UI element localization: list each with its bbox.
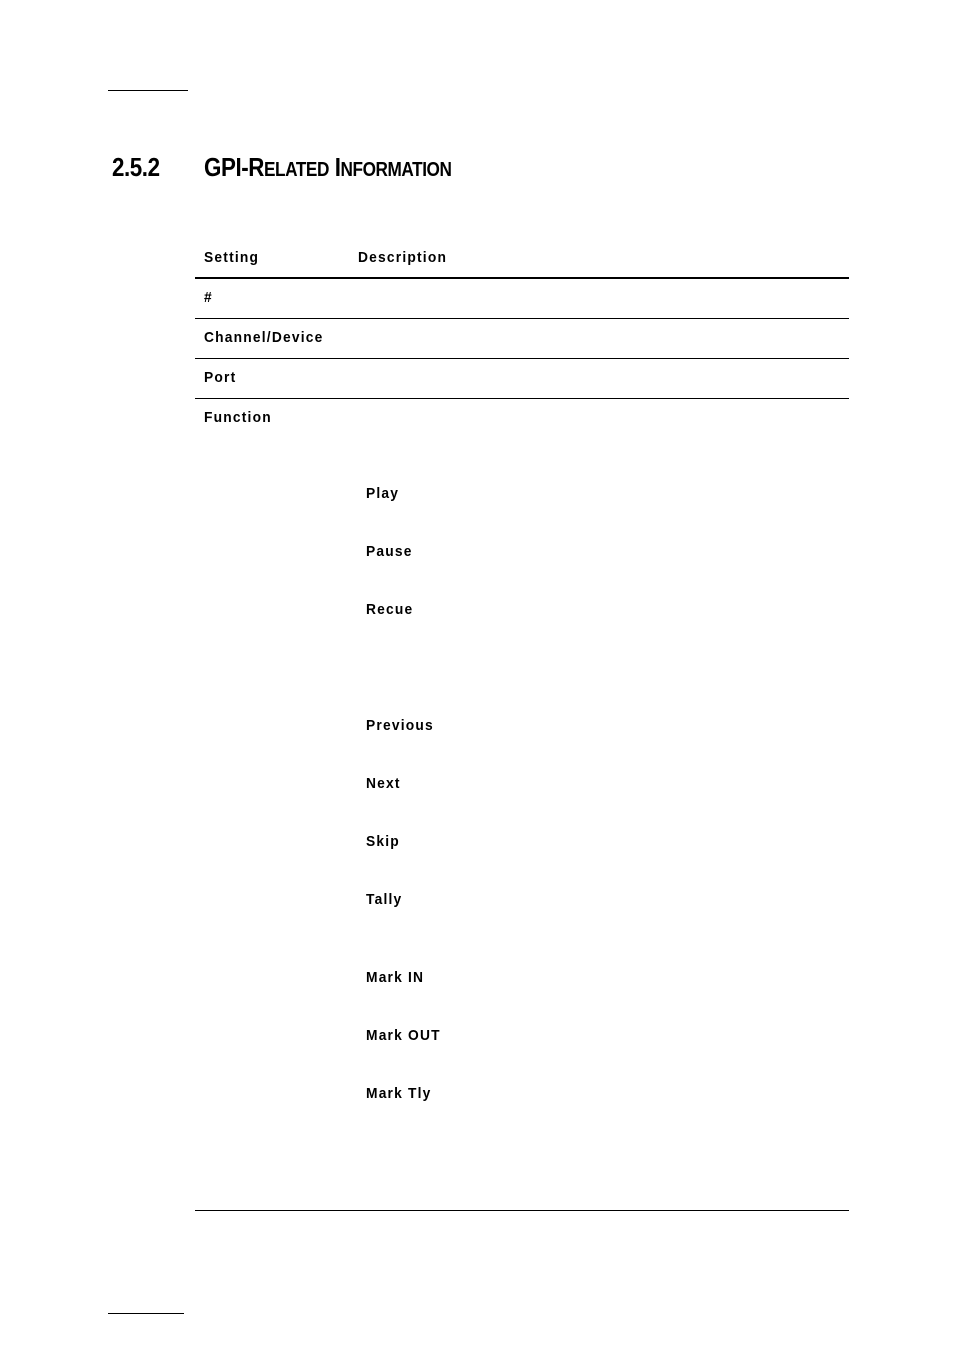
settings-table: [195, 240, 849, 479]
setting-label: Channel/Device: [204, 329, 324, 346]
function-option: Tally: [366, 891, 403, 908]
function-option: Mark OUT: [366, 1027, 441, 1044]
function-option: Recue: [366, 601, 414, 618]
table-row: [195, 359, 849, 399]
section-title: [204, 152, 451, 182]
header-rule: [108, 90, 188, 91]
function-option: Mark Tly: [366, 1085, 432, 1102]
table-row: [195, 279, 849, 319]
header-setting: Setting: [204, 249, 260, 266]
setting-label: #: [204, 289, 213, 306]
table-header-row: [195, 240, 849, 279]
function-option: Previous: [366, 717, 434, 734]
title-part-smallcaps: ELATED: [263, 159, 329, 181]
function-option: Mark IN: [366, 969, 425, 986]
section-number: 2.5.2: [112, 152, 160, 182]
section-heading: [112, 152, 451, 183]
setting-label: Function: [204, 409, 272, 426]
setting-label: Port: [204, 369, 237, 386]
title-part: GPI-R: [204, 152, 264, 182]
title-part: I: [328, 152, 341, 182]
title-part-smallcaps: NFORMATION: [340, 159, 452, 181]
table-bottom-rule: [195, 1210, 849, 1211]
table-row: [195, 399, 849, 479]
header-description: Description: [358, 249, 448, 266]
table-row: [195, 319, 849, 359]
function-option: Pause: [366, 543, 413, 560]
function-option: Next: [366, 775, 401, 792]
function-option: Play: [366, 485, 400, 502]
footer-rule: [108, 1313, 184, 1314]
function-option: Skip: [366, 833, 400, 850]
